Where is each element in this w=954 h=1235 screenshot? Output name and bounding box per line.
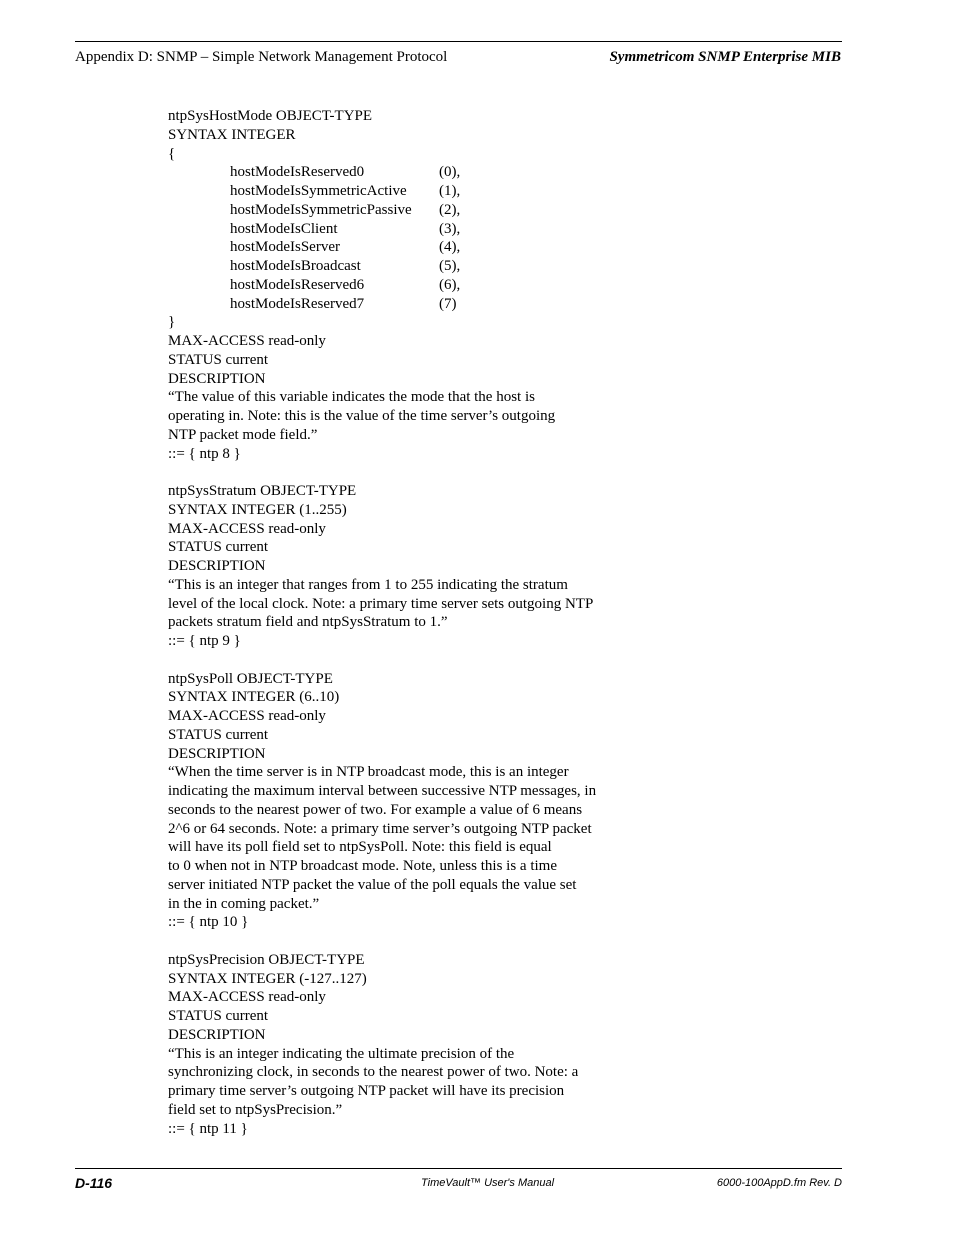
enum-name: hostModeIsBroadcast <box>230 258 361 274</box>
text-line: MAX-ACCESS read-only <box>168 520 326 537</box>
text-line: DESCRIPTION <box>168 745 266 762</box>
block-spacer <box>168 932 638 951</box>
enum-name: hostModeIsSymmetricActive <box>230 183 407 199</box>
text-line: “This is an integer that ranges from 1 to 255 indicating the stratum <box>168 576 568 593</box>
text-line: SYNTAX INTEGER (6..10) <box>168 689 340 706</box>
enum-row <box>168 276 638 295</box>
text-line: ::= { ntp 9 } <box>168 633 241 649</box>
text-line: STATUS current <box>168 726 269 743</box>
enum-value: (3), <box>439 220 461 237</box>
text-line: ntpSysHostMode OBJECT-TYPE <box>168 108 373 124</box>
text-line: level of the local clock. Note: a primary time server sets outgoing NTP <box>168 595 594 612</box>
text-line: SYNTAX INTEGER <box>168 126 296 143</box>
header-rule <box>75 41 842 42</box>
enum-row <box>168 201 638 220</box>
enum-value: (7) <box>439 295 457 312</box>
text-line: DESCRIPTION <box>168 370 266 387</box>
text-line: ntpSysPoll OBJECT-TYPE <box>168 670 333 687</box>
text-line: server initiated NTP packet the value of the poll equals the value set <box>168 876 577 893</box>
text-line: MAX-ACCESS read-only <box>168 333 326 349</box>
text-line: STATUS current <box>168 1008 269 1024</box>
text-line: in the in coming packet.” <box>168 895 320 912</box>
text-line: will have its poll field set to ntpSysPoll. Note: this field is equal <box>168 839 552 856</box>
header-chapter-title: Appendix D: SNMP – Simple Network Management Protocol <box>75 49 448 65</box>
text-line: SYNTAX INTEGER (1..255) <box>168 501 347 518</box>
text-line: primary time server’s outgoing NTP packet will have its precision <box>168 1083 565 1099</box>
text-line: ::= { ntp 10 } <box>168 914 249 931</box>
enum-value: (1), <box>439 183 461 199</box>
enum-name: hostModeIsReserved7 <box>230 295 365 312</box>
block-ntpsyspoll <box>168 670 638 933</box>
text-line: operating in. Note: this is the value of the time server’s outgoing <box>168 408 556 424</box>
text-line: { <box>168 145 176 162</box>
footer-file-revision: 6000-100AppD.fm Rev. D <box>716 1177 842 1189</box>
text-line: 2^6 or 64 seconds. Note: a primary time server’s outgoing NTP packet <box>168 820 592 837</box>
text-line: field set to ntpSysPrecision.” <box>168 1101 343 1118</box>
enum-value: (5), <box>439 258 461 274</box>
footer-manual-title: TimeVault™ User's Manual <box>421 1177 555 1189</box>
block-ntpsysstratum <box>168 482 638 651</box>
text-line: “This is an integer indicating the ultimate precision of the <box>168 1045 515 1062</box>
enum-row <box>168 163 638 182</box>
enum-row <box>168 182 638 201</box>
enum-row <box>168 257 638 276</box>
text-line: SYNTAX INTEGER (-127..127) <box>168 970 367 987</box>
block-spacer <box>168 463 638 482</box>
block-ntpsyshostmode <box>168 107 638 463</box>
footer-rule <box>75 1168 842 1169</box>
mib-definitions <box>168 107 638 1138</box>
enum-value: (4), <box>439 239 461 256</box>
text-line: to 0 when not in NTP broadcast mode. Note, unless this is a time <box>168 858 557 874</box>
text-line: “When the time server is in NTP broadcast mode, this is an integer <box>168 764 569 781</box>
text-line: STATUS current <box>168 539 269 556</box>
text-line: } <box>168 314 176 331</box>
block-spacer <box>168 651 638 670</box>
page-number: D-116 <box>75 1175 113 1191</box>
enum-name: hostModeIsReserved6 <box>230 276 365 293</box>
text-line: ::= { ntp 11 } <box>168 1120 248 1137</box>
text-line: ::= { ntp 8 } <box>168 445 241 462</box>
enum-row <box>168 295 638 314</box>
text-line: DESCRIPTION <box>168 558 266 574</box>
block-ntpsysprecision <box>168 951 638 1139</box>
text-line: MAX-ACCESS read-only <box>168 708 326 724</box>
enum-value: (2), <box>439 201 461 218</box>
enum-row <box>168 220 638 239</box>
text-line: seconds to the nearest power of two. For example a value of 6 means <box>168 801 583 818</box>
text-line: STATUS current <box>168 351 269 368</box>
enum-name: hostModeIsServer <box>230 239 340 256</box>
text-line: ntpSysPrecision OBJECT-TYPE <box>168 951 365 968</box>
header-section-title: Symmetricom SNMP Enterprise MIB <box>609 49 841 65</box>
text-line: DESCRIPTION <box>168 1026 266 1043</box>
enum-value: (6), <box>439 276 461 293</box>
enum-row <box>168 238 638 257</box>
text-line: packets stratum field and ntpSysStratum to 1.” <box>168 614 448 631</box>
text-line: ntpSysStratum OBJECT-TYPE <box>168 483 357 499</box>
text-line: indicating the maximum interval between successive NTP messages, in <box>168 783 597 799</box>
enum-name: hostModeIsReserved0 <box>230 164 365 181</box>
text-line: NTP packet mode field.” <box>168 426 318 443</box>
text-line: synchronizing clock, in seconds to the nearest power of two. Note: a <box>168 1064 579 1081</box>
text-line: MAX-ACCESS read-only <box>168 989 326 1006</box>
enum-name: hostModeIsClient <box>230 220 338 237</box>
enum-value: (0), <box>439 164 461 181</box>
text-line: “The value of this variable indicates the mode that the host is <box>168 389 535 406</box>
enum-name: hostModeIsSymmetricPassive <box>230 201 412 218</box>
